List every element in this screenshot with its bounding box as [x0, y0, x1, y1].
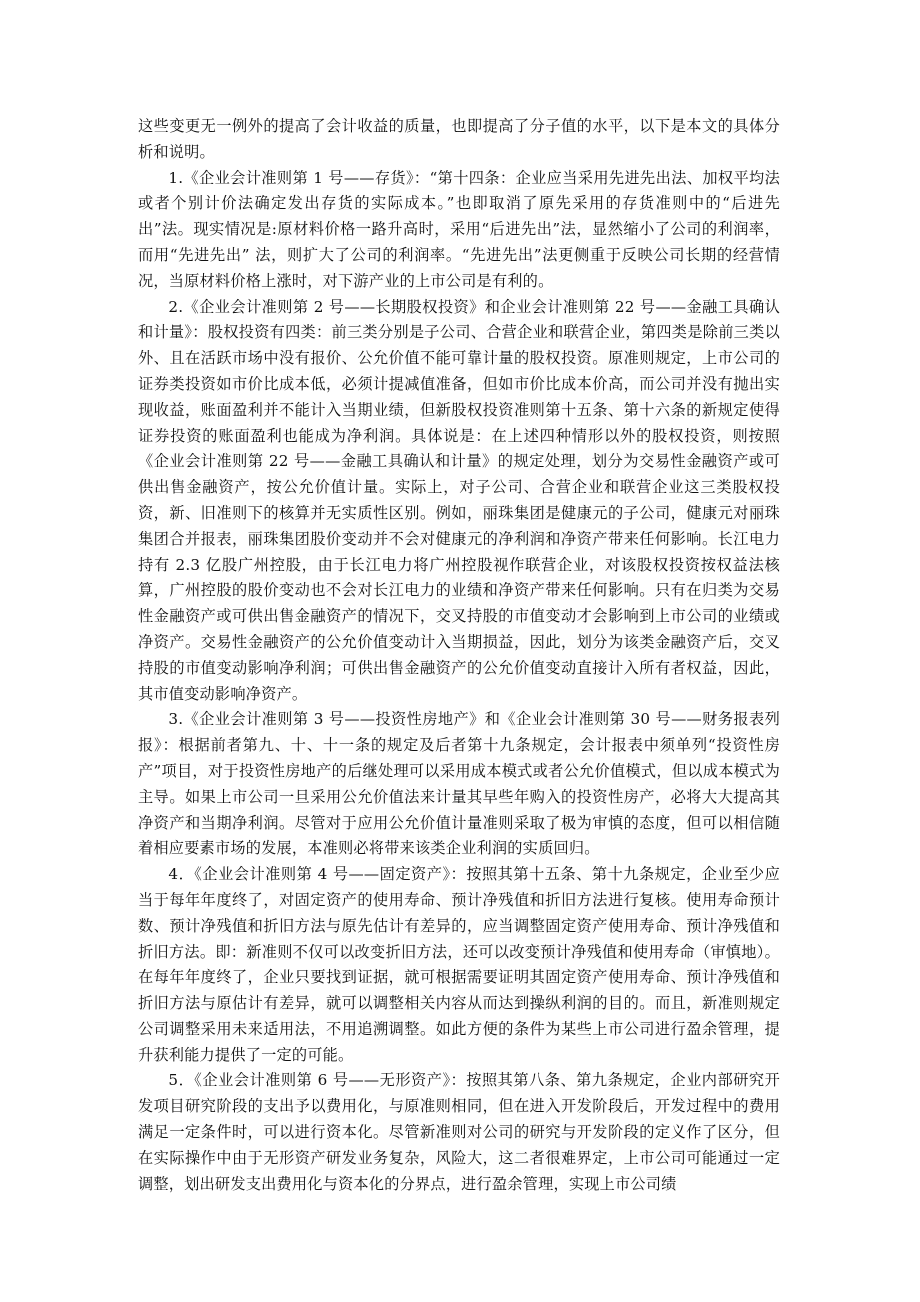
paragraph-item-5-intangible-assets: 5．《企业会计准则第 6 号——无形资产》：按照其第八条、第九条规定，企业内部研究开发项目研究阶段的支出予以费用化，与原准则相同，但在进入开发阶段后，开发过程中的费用满足一定条件时，可以进行资本化。尽管新准则对公司的研究与开发阶段的定义作了区分，但在实际操作中由于无形资产研发业务复杂，风险大，这二者很难界定，上市公司可能通过一定调整，划出研发支出费用化与资本化的分界点，进行盈余管理，实现上市公司绩	[138, 1071, 780, 1193]
paragraph-item-1-inventory: 1.《企业会计准则第 1 号——存货》：“第十四条：企业应当采用先进先出法、加权平均法或者个别计价法确定发出存货的实际成本。”也即取消了原先采用的存货准则中的“后进先出”法。现实情况是:原材料价格一路升高时，采用“后进先出”法，显然缩小了公司的利润率，而用“先进先出” 法，则扩大了公司的利润率。“先进先出”法更侧重于反映公司长期的经营情况，当原材料价格上涨时，对下游产业的上市公司是有利的。	[138, 168, 780, 290]
paragraph-item-3-investment-property: 3.《企业会计准则第 3 号——投资性房地产》和《企业会计准则第 30 号——财务报表列报》：根据前者第九、十、十一条的规定及后者第十九条规定，会计报表中须单列“投资性房产”项目，对于投资性房地产的后继处理可以采用成本模式或者公允价值模式，但以成本模式为主导。如果上市公司一旦采用公允价值法来计量其早些年购入的投资性房产，必将大大提高其净资产和当期净利润。尽管对于应用公允价值计量准则采取了极为审慎的态度，但可以相信随着相应要素市场的发展，本准则必将带来该类企业利润的实质回归。	[138, 710, 780, 858]
document-body	[138, 114, 780, 1197]
paragraph-item-2-equity-investment: 2.《企业会计准则第 2 号——长期股权投资》和企业会计准则第 22 号——金融工具确认和计量》：股权投资有四类：前三类分别是子公司、合营企业和联营企业，第四类是除前三类以外、且在活跃市场中没有报价、公允价值不能可靠计量的股权投资。原准则规定，上市公司的证券类投资如市价比成本低，必须计提减值准备，但如市价比成本价高，而公司并没有抛出实现收益，账面盈利并不能计入当期业绩，但新股权投资准则第十五条、第十六条的新规定使得证券投资的账面盈利也能成为净利润。具体说是：在上述四种情形以外的股权投资，则按照《企业会计准则第 22 号——金融工具确认和计量》的规定处理，划分为交易性金融资产或可供出售金融资产，按公允价值计量。实际上，对子公司、合营企业和联营企业这三类股权投资，新、旧准则下的核算并无实质性区别。例如，丽珠集团是健康元的子公司，健康元对丽珠集团合并报表，丽珠集团股价变动并不会对健康元的净利润和净资产带来任何影响。长江电力持有 2.3 亿股广州控股，由于长江电力将广州控股视作联营企业，对该股权投资按权益法核算，广州控股的股价变动也不会对长江电力的业绩和净资产带来任何影响。只有在归类为交易性金融资产或可供出售金融资产的情况下，交叉持股的市值变动才会影响到上市公司的业绩或净资产。交易性金融资产的公允价值变动计入当期损益，因此，划分为该类金融资产后，交叉持股的市值变动影响净利润；可供出售金融资产的公允价值变动直接计入所有者权益，因此，其市值变动影响净资产。	[138, 297, 780, 703]
paragraph-item-4-fixed-assets: 4．《企业会计准则第 4 号——固定资产》：按照其第十五条、第十九条规定，企业至少应当于每年年度终了，对固定资产的使用寿命、预计净残值和折旧方法进行复核。使用寿命预计数、预计净残值和折旧方法与原先估计有差异的，应当调整固定资产使用寿命、预计净残值和折旧方法。即：新准则不仅可以改变折旧方法，还可以改变预计净残值和使用寿命（审慎地）。在每年年度终了，企业只要找到证据，就可根据需要证明其固定资产使用寿命、预计净残值和折旧方法与原估计有差异，就可以调整相关内容从而达到操纵利润的目的。而且，新准则规定公司调整采用未来适用法，不用追溯调整。如此方便的条件为某些上市公司进行盈余管理，提升获利能力提供了一定的可能。	[138, 865, 780, 1064]
paragraph-intro-continuation: 这些变更无一例外的提高了会计收益的质量，也即提高了分子值的水平，以下是本文的具体分析和说明。	[138, 117, 780, 161]
